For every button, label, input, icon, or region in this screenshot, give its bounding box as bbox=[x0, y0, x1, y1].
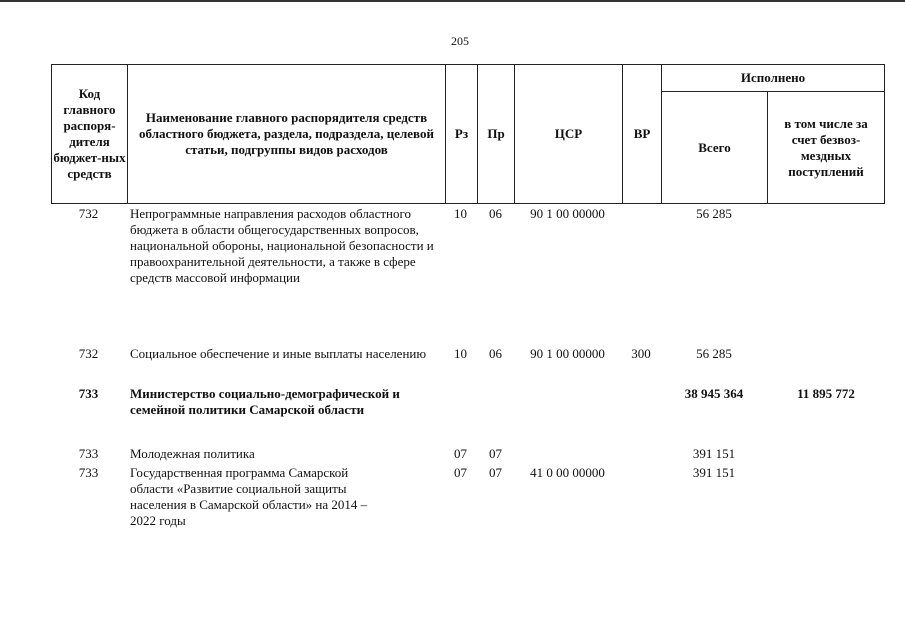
header-rz: Рз bbox=[454, 126, 469, 141]
row-name: Государственная программа Самарской области «Развитие социальной защиты населения в Самарской области» на 2014 – 2022 годы bbox=[130, 465, 368, 528]
row-name: Молодежная политика bbox=[130, 446, 255, 461]
row-total: 391 151 bbox=[692, 446, 736, 461]
row-rz: 07 bbox=[454, 465, 467, 480]
row-code: 733 bbox=[78, 386, 99, 401]
row-total: 56 285 bbox=[696, 206, 732, 221]
row-name: Социальное обеспечение и иные выплаты населению bbox=[130, 346, 427, 361]
header-total: Всего bbox=[698, 139, 731, 155]
row-vr: 300 bbox=[631, 346, 651, 361]
row-csr: 90 1 00 00000 bbox=[530, 346, 605, 361]
row-csr: 90 1 00 00000 bbox=[530, 206, 605, 221]
row-rz: 07 bbox=[454, 446, 467, 461]
row-total: 56 285 bbox=[696, 346, 732, 361]
row-code: 733 bbox=[78, 446, 99, 461]
row-pr: 06 bbox=[489, 206, 502, 221]
row-csr: 41 0 00 00000 bbox=[530, 465, 605, 480]
header-name: Наименование главного распорядителя средств областного бюджета, раздела, подраздела, целевой статьи, подгруппы видов расходов bbox=[139, 110, 434, 157]
row-code: 733 bbox=[78, 465, 99, 480]
header-vr: ВР bbox=[633, 126, 651, 141]
row-total: 391 151 bbox=[692, 465, 736, 480]
row-rz: 10 bbox=[454, 206, 467, 221]
header-code: Код главного распоря-дителя бюджет-ных средств bbox=[53, 86, 126, 181]
row-total: 38 945 364 bbox=[684, 386, 744, 401]
row-pr: 06 bbox=[489, 346, 502, 361]
row-name: Непрограммные направления расходов областного бюджета в области общегосударственных вопросов, национальной обороны, национальной безопасности и правоохранительной деятельности, а также в сфере средств массовой информации bbox=[130, 206, 434, 285]
header-csr: ЦСР bbox=[554, 126, 583, 141]
row-rz: 10 bbox=[454, 346, 467, 361]
row-code: 732 bbox=[78, 346, 99, 361]
header-free: в том числе за счет безвоз-мездных поступлений bbox=[784, 115, 868, 179]
row-code: 732 bbox=[78, 206, 99, 221]
row-pr: 07 bbox=[489, 446, 502, 461]
header-pr: Пр bbox=[487, 126, 505, 141]
page-number: 205 bbox=[451, 34, 469, 48]
header-executed: Исполнено bbox=[740, 70, 806, 85]
row-name: Министерство социально-демографической и семейной политики Самарской области bbox=[130, 386, 400, 417]
table-header bbox=[51, 64, 885, 204]
page-top-border bbox=[0, 0, 905, 2]
row-free: 11 895 772 bbox=[797, 386, 855, 401]
row-pr: 07 bbox=[489, 465, 502, 480]
